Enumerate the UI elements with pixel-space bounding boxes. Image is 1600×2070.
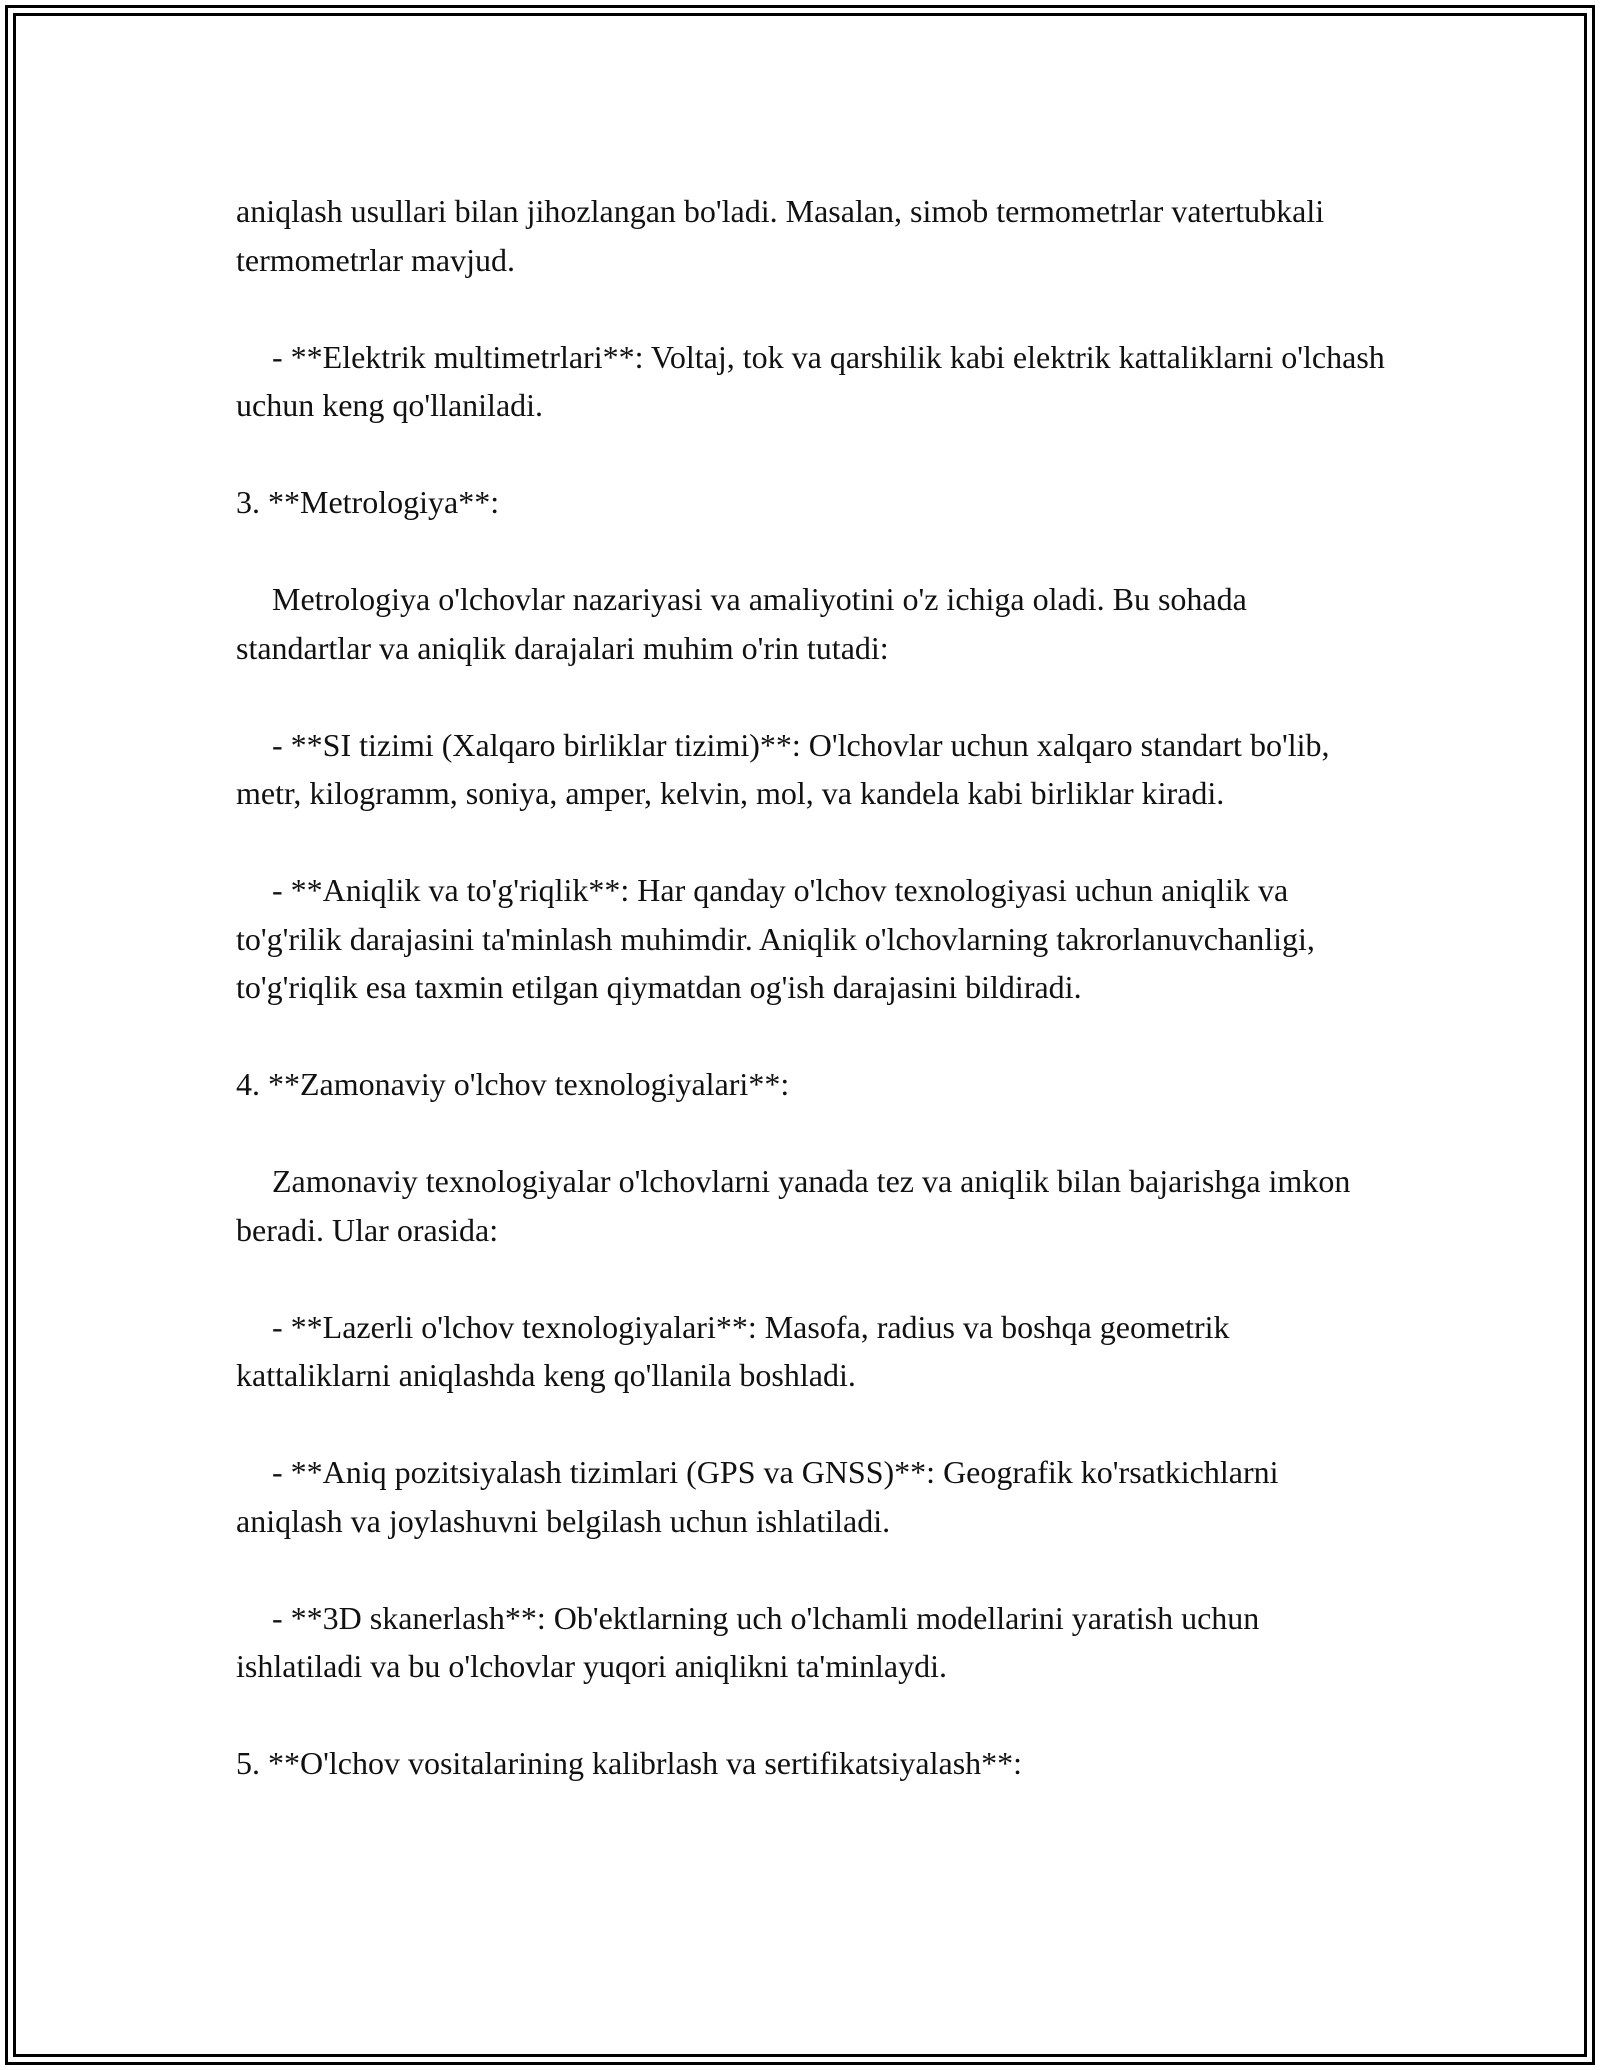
paragraph-gap xyxy=(236,1400,1386,1449)
document-body xyxy=(236,187,1386,1788)
section-heading-calibration: 5. **O'lchov vositalarining kalibrlash va sertifikatsiyalash**: xyxy=(236,1745,1023,1781)
paragraph-gap xyxy=(236,1109,1386,1158)
paragraph-gap xyxy=(236,672,1386,721)
paragraph-gap xyxy=(236,818,1386,867)
paragraph-gap xyxy=(236,430,1386,479)
paragraph-metrology-intro: Metrologiya o'lchovlar nazariyasi va amaliyotini o'z ichiga oladi. Bu sohada standartlar va aniqlik darajalari muhim o'rin tutadi: xyxy=(236,581,1247,666)
list-item-accuracy: - **Aniqlik va to'g'riqlik**: Har qanday o'lchov texnologiyasi uchun aniqlik va to'g'rilik darajasini ta'minlash muhimdir. Aniqlik o'lchovlarning takrorlanuvchanligi, to'g'riqlik esa taxmin etilgan qiymatdan og'ish darajasini bildiradi. xyxy=(236,872,1315,1005)
list-item-3d-scanning: - **3D skanerlash**: Ob'ektlarning uch o'lchamli modellarini yaratish uchun ishlatiladi va bu o'lchovlar yuqori aniqlikni ta'minlaydi. xyxy=(236,1599,1260,1684)
paragraph-gap xyxy=(236,527,1386,576)
paragraph-gap xyxy=(236,284,1386,333)
paragraph-gap xyxy=(236,1012,1386,1061)
section-heading-modern-technologies: 4. **Zamonaviy o'lchov texnologiyalari**: xyxy=(236,1066,790,1102)
list-item-gps-gnss: - **Aniq pozitsiyalash tizimlari (GPS va GNSS)**: Geografik ko'rsatkichlarni aniqlash va joylashuvni belgilash uchun ishlatiladi. xyxy=(236,1454,1279,1539)
section-heading-metrology: 3. **Metrologiya**: xyxy=(236,484,500,520)
paragraph-gap xyxy=(236,1254,1386,1303)
list-item-electric-multimeters: - **Elektrik multimetrlari**: Voltaj, tok va qarshilik kabi elektrik kattaliklarni o'lchash uchun keng qo'llaniladi. xyxy=(236,338,1385,423)
paragraph-continuation: aniqlash usullari bilan jihozlangan bo'ladi. Masalan, simob termometrlar vatertubkali termometrlar mavjud. xyxy=(236,193,1325,278)
list-item-laser-measurement: - **Lazerli o'lchov texnologiyalari**: Masofa, radius va boshqa geometrik kattaliklarni aniqlashda keng qo'llanila boshladi. xyxy=(236,1308,1230,1393)
paragraph-modern-intro: Zamonaviy texnologiyalar o'lchovlarni yanada tez va aniqlik bilan bajarishga imkon beradi. Ular orasida: xyxy=(236,1163,1351,1248)
paragraph-gap xyxy=(236,1691,1386,1740)
list-item-si-system: - **SI tizimi (Xalqaro birliklar tizimi)**: O'lchovlar uchun xalqaro standart bo'lib, metr, kilogramm, soniya, amper, kelvin, mol, va kandela kabi birliklar kiradi. xyxy=(236,726,1330,811)
paragraph-gap xyxy=(236,1545,1386,1594)
